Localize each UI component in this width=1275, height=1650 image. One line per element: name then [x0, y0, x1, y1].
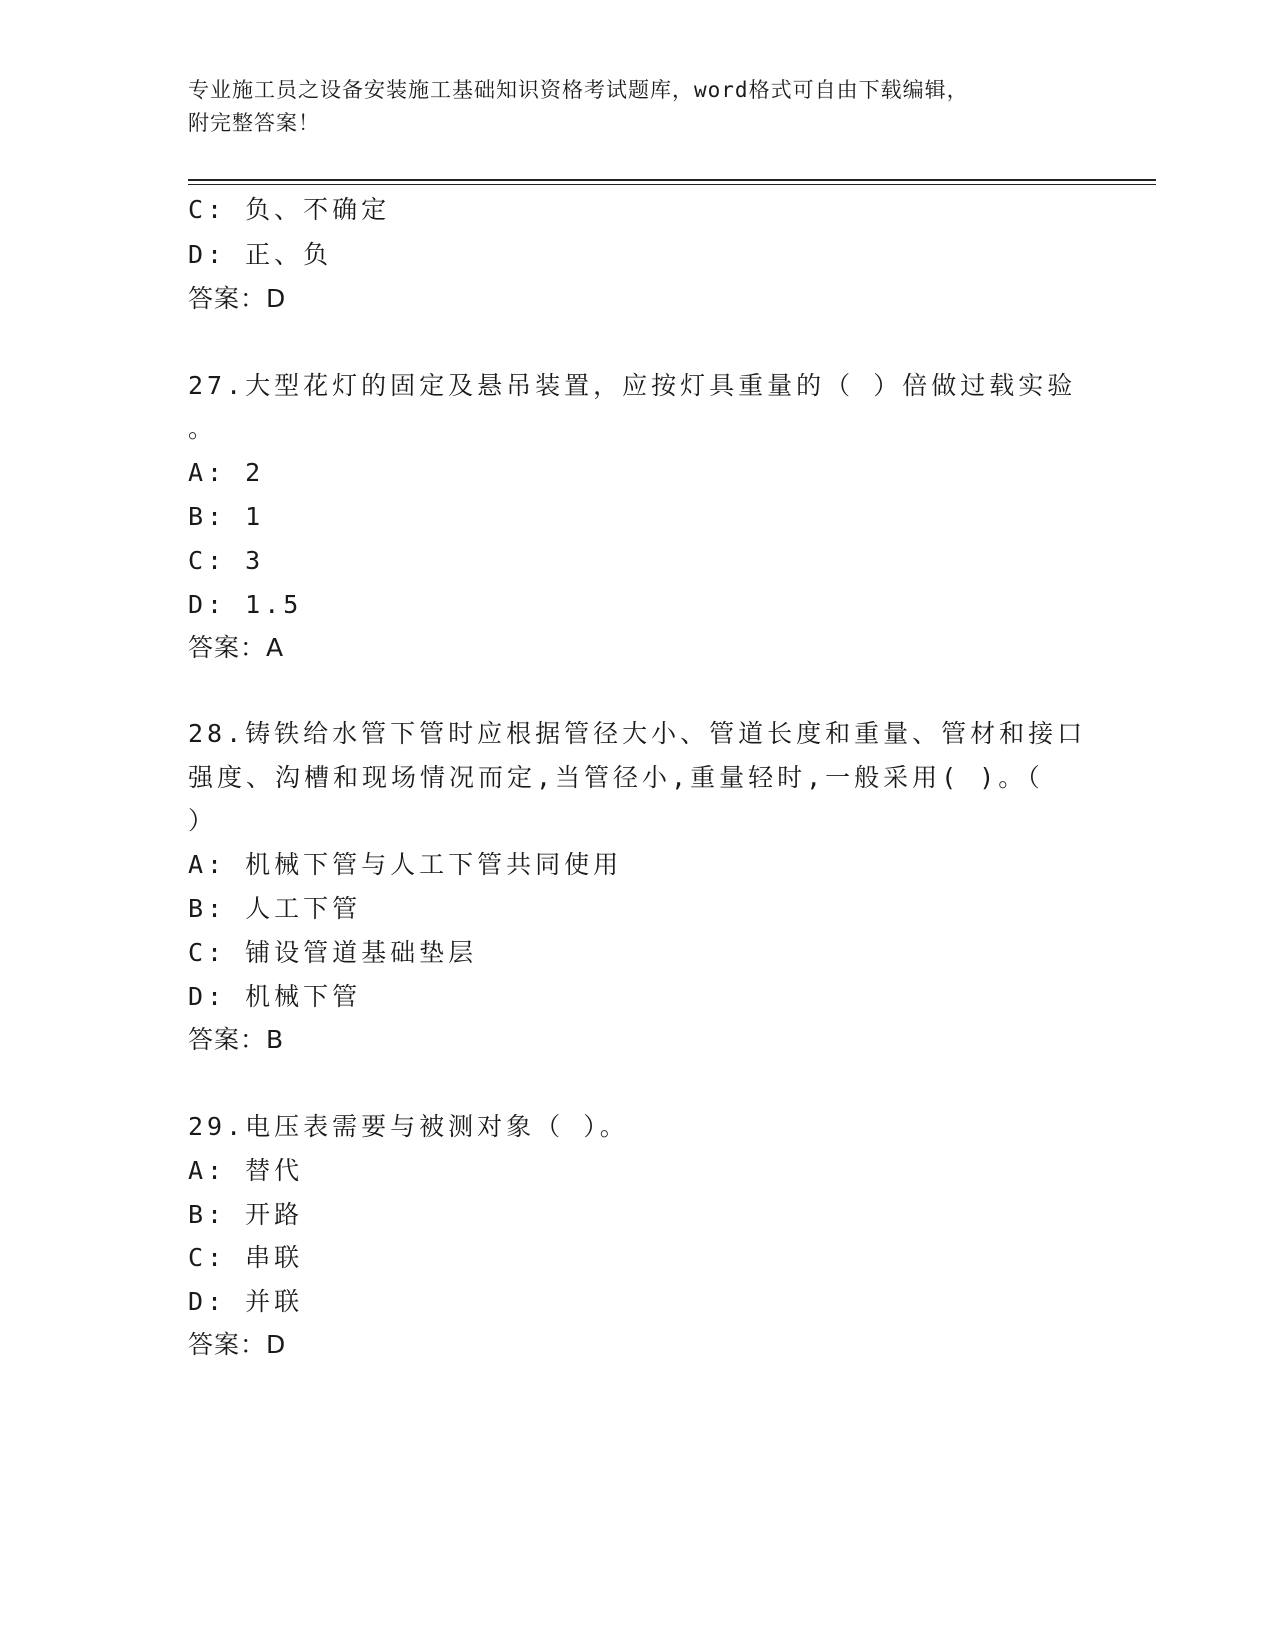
option-text: 开路	[245, 1200, 304, 1229]
option-d	[188, 982, 361, 1012]
answer-line: 答案：D	[188, 284, 287, 313]
option-text: 3	[245, 546, 265, 575]
question-stem: ）	[188, 806, 218, 835]
option-text: 铺设管道基础垫层	[245, 938, 478, 967]
option-a	[188, 1156, 303, 1186]
option-text: 机械下管与人工下管共同使用	[245, 850, 623, 879]
option-text: 并联	[245, 1287, 304, 1316]
document-header	[188, 74, 1088, 140]
option-text: 正、负	[245, 240, 333, 269]
option-text: 替代	[245, 1156, 304, 1185]
option-label: B:	[188, 502, 227, 531]
option-label: C:	[188, 546, 227, 575]
option-d	[188, 590, 302, 620]
option-text: 负、不确定	[245, 195, 391, 224]
option-a	[188, 458, 264, 488]
option-text: 机械下管	[245, 982, 362, 1011]
option-b	[188, 1200, 303, 1230]
question-stem: 。	[188, 414, 218, 443]
option-label: D:	[188, 1287, 227, 1316]
option-label: C:	[188, 1243, 227, 1272]
option-text: 2	[245, 458, 265, 487]
option-label: C:	[188, 938, 227, 967]
answer-line: 答案：B	[188, 1025, 285, 1054]
option-label: A:	[188, 850, 227, 879]
option-b	[188, 894, 361, 924]
option-label: D:	[188, 590, 227, 619]
option-a	[188, 850, 622, 880]
option-d	[188, 240, 332, 270]
header-divider-thick	[188, 179, 1156, 181]
header-line-1: 专业施工员之设备安装施工基础知识资格考试题库，word格式可自由下载编辑，	[188, 78, 969, 102]
option-c	[188, 546, 264, 576]
option-text: 1	[245, 502, 265, 531]
answer-line: 答案：D	[188, 1330, 287, 1359]
option-text: 1.5	[245, 590, 303, 619]
option-label: B:	[188, 1200, 227, 1229]
answer-line: 答案：A	[188, 633, 285, 662]
option-d	[188, 1287, 303, 1317]
header-divider-thin	[188, 184, 1156, 185]
question-stem: 强度、沟槽和现场情况而定,当管径小,重量轻时,一般采用( )。（	[188, 763, 1044, 792]
option-label: B:	[188, 894, 227, 923]
option-text: 人工下管	[245, 894, 362, 923]
option-text: 串联	[245, 1243, 304, 1272]
question-stem: 27.大型花灯的固定及悬吊装置，应按灯具重量的（ ）倍做过载实验	[188, 371, 1077, 400]
option-label: C:	[188, 195, 227, 224]
option-b	[188, 502, 264, 532]
option-label: A:	[188, 458, 227, 487]
option-label: A:	[188, 1156, 227, 1185]
option-label: D:	[188, 982, 227, 1011]
option-c	[188, 1243, 303, 1273]
option-c	[188, 195, 390, 225]
option-c	[188, 938, 477, 968]
question-stem: 28.铸铁给水管下管时应根据管径大小、管道长度和重量、管材和接口	[188, 719, 1087, 748]
header-line-2: 附完整答案！	[188, 111, 320, 135]
question-stem: 29.电压表需要与被测对象（ ）。	[188, 1112, 629, 1141]
option-label: D:	[188, 240, 227, 269]
